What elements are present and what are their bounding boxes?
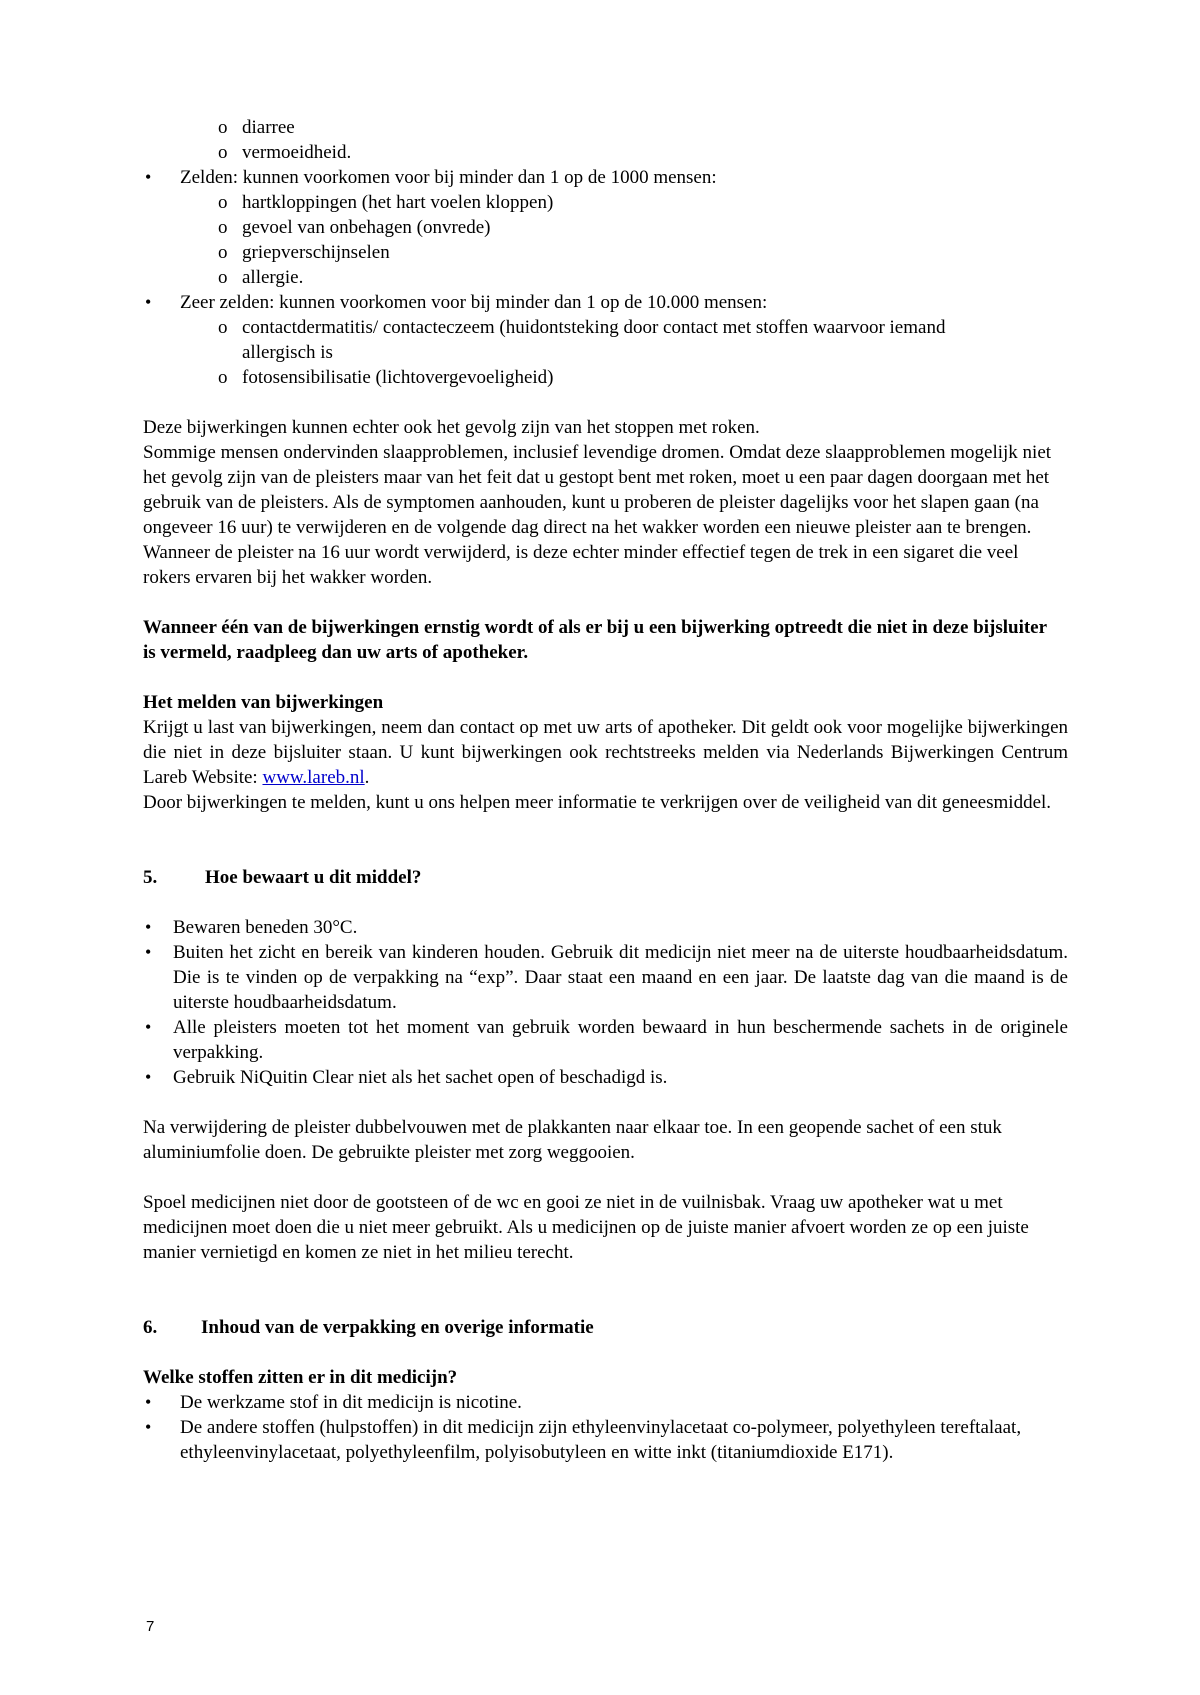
list-item	[143, 1390, 1068, 1415]
list-item-text: Bewaren beneden 30°C.	[173, 917, 358, 938]
document-page	[143, 115, 1068, 1465]
list-item	[143, 1065, 1068, 1090]
paragraph-quit-smoking: Deze bijwerkingen kunnen echter ook het gevolg zijn van het stoppen met roken.	[143, 417, 760, 438]
list-item: o griepverschijnselen	[218, 240, 1068, 265]
bullet-icon: •	[145, 917, 152, 937]
list-item: o vermoeidheid.	[218, 140, 1068, 165]
frequency-list	[143, 165, 1068, 390]
list-item: o fotosensibilisatie (lichtovergevoeligheid)	[218, 365, 1068, 390]
section-title: Hoe bewaart u dit middel?	[205, 867, 422, 888]
list-item	[143, 940, 1068, 1015]
section-number: 6.	[143, 1317, 158, 1338]
very-rare-effects-list	[180, 315, 1068, 390]
list-item: o gevoel van onbehagen (onvrede)	[218, 215, 1068, 240]
bullet-icon: •	[145, 1017, 152, 1037]
section-number: 5.	[143, 867, 158, 888]
list-item: o allergie.	[218, 265, 1068, 290]
warning-paragraph: Wanneer één van de bijwerkingen ernstig wordt of als er bij u een bijwerking optreedt die niet in deze bijsluiter is vermeld, raadpleeg dan uw arts of apotheker.	[143, 617, 1047, 663]
bullet-icon: •	[145, 1067, 152, 1087]
frequency-rare	[143, 165, 1068, 290]
storage-list	[143, 915, 1068, 1090]
bullet-icon: •	[145, 1417, 152, 1437]
list-item: o diarree	[218, 115, 1068, 140]
frequency-label: Zelden: kunnen voorkomen voor bij minder dan 1 op de 1000 mensen:	[180, 167, 717, 188]
list-item-text: Alle pleisters moeten tot het moment van gebruik worden bewaard in hun beschermende sachets in de originele verpakking.	[173, 1017, 1068, 1063]
list-item	[143, 915, 1068, 940]
bullet-icon: •	[145, 1392, 152, 1412]
ingredients-subheading: Welke stoffen zitten er in dit medicijn?	[143, 1367, 458, 1388]
list-item-text: De andere stoffen (hulpstoffen) in dit medicijn zijn ethyleenvinylacetaat co-polymeer, polyethyleen tereftalaat, ethyleenvinylacetaat, polyethyleenfilm, polyisobutyleen en witte inkt (titaniumdioxide E171).	[180, 1417, 1022, 1463]
list-item: o contactdermatitis/ contacteczeem (huidontsteking door contact met stoffen waarvoor iemand allergisch is	[218, 315, 1068, 365]
list-item-text: Buiten het zicht en bereik van kinderen houden. Gebruik dit medicijn niet meer na de uiterste houdbaarheidsdatum. Die is te vinden op de verpakking na “exp”. Daar staat een maand en een jaar. De laatste dag van die maand is de uiterste houdbaarheidsdatum.	[173, 942, 1068, 1013]
reporting-paragraph	[143, 715, 1068, 790]
bullet-icon: •	[145, 942, 152, 962]
paragraph-sleep-problems: Sommige mensen ondervinden slaapproblemen, inclusief levendige dromen. Omdat deze slaapproblemen mogelijk niet het gevolg zijn van de pleisters maar van het feit dat u gestopt bent met roken, moet u een paar dagen doorgaan met het gebruik van de pleisters. Als de symptomen aanhouden, kunt u proberen de pleister dagelijks voor het slapen gaan (na ongeveer 16 uur) te verwijderen en de volgende dag direct na het wakker worden een nieuwe pleister aan te brengen. Wanneer de pleister na 16 uur wordt verwijderd, is deze echter minder effectief tegen de trek in een sigaret die veel rokers ervaren bij het wakker worden.	[143, 442, 1052, 588]
environment-paragraph: Spoel medicijnen niet door de gootsteen of de wc en gooi ze niet in de vuilnisbak. Vraag uw apotheker wat u met medicijnen moet doen die u niet meer gebruikt. Als u medicijnen op de juiste manier afvoert worden ze op een juiste manier vernietigd en komen ze niet in het milieu terecht.	[143, 1192, 1029, 1263]
list-item-text: Gebruik NiQuitin Clear niet als het sachet open of beschadigd is.	[173, 1067, 668, 1088]
list-item	[143, 1415, 1068, 1465]
rare-effects-list	[180, 190, 1068, 290]
list-item: o hartkloppingen (het hart voelen kloppen)	[218, 190, 1068, 215]
bullet-icon: •	[145, 167, 152, 187]
frequency-label: Zeer zelden: kunnen voorkomen voor bij minder dan 1 op de 10.000 mensen:	[180, 292, 768, 313]
reporting-text: Krijgt u last van bijwerkingen, neem dan contact op met uw arts of apotheker. Dit geldt ook voor mogelijke bijwerkingen die niet in deze bijsluiter staan. U kunt bijwerkingen ook rechtstreeks melden via Nederlands Bijwerkingen Centrum Lareb Website:	[143, 717, 1068, 788]
ingredients-list	[143, 1390, 1068, 1465]
list-item	[143, 1015, 1068, 1065]
section-title: Inhoud van de verpakking en overige informatie	[201, 1317, 594, 1338]
frequency-very-rare	[143, 290, 1068, 390]
reporting-heading: Het melden van bijwerkingen	[143, 692, 384, 713]
side-effects-continued-list	[143, 115, 1068, 165]
section-5-heading	[143, 865, 1068, 890]
section-6-heading	[143, 1315, 1068, 1340]
lareb-link[interactable]: www.lareb.nl	[262, 767, 365, 788]
reporting-paragraph-2: Door bijwerkingen te melden, kunt u ons helpen meer informatie te verkrijgen over de veiligheid van dit geneesmiddel.	[143, 792, 1052, 813]
bullet-icon: •	[145, 292, 152, 312]
page-number: 7	[146, 1618, 155, 1635]
reporting-text-end: .	[364, 767, 370, 788]
list-item-text: De werkzame stof in dit medicijn is nicotine.	[180, 1392, 522, 1413]
disposal-paragraph: Na verwijdering de pleister dubbelvouwen met de plakkanten naar elkaar toe. In een geopende sachet of een stuk aluminiumfolie doen. De gebruikte pleister met zorg weggooien.	[143, 1117, 1002, 1163]
